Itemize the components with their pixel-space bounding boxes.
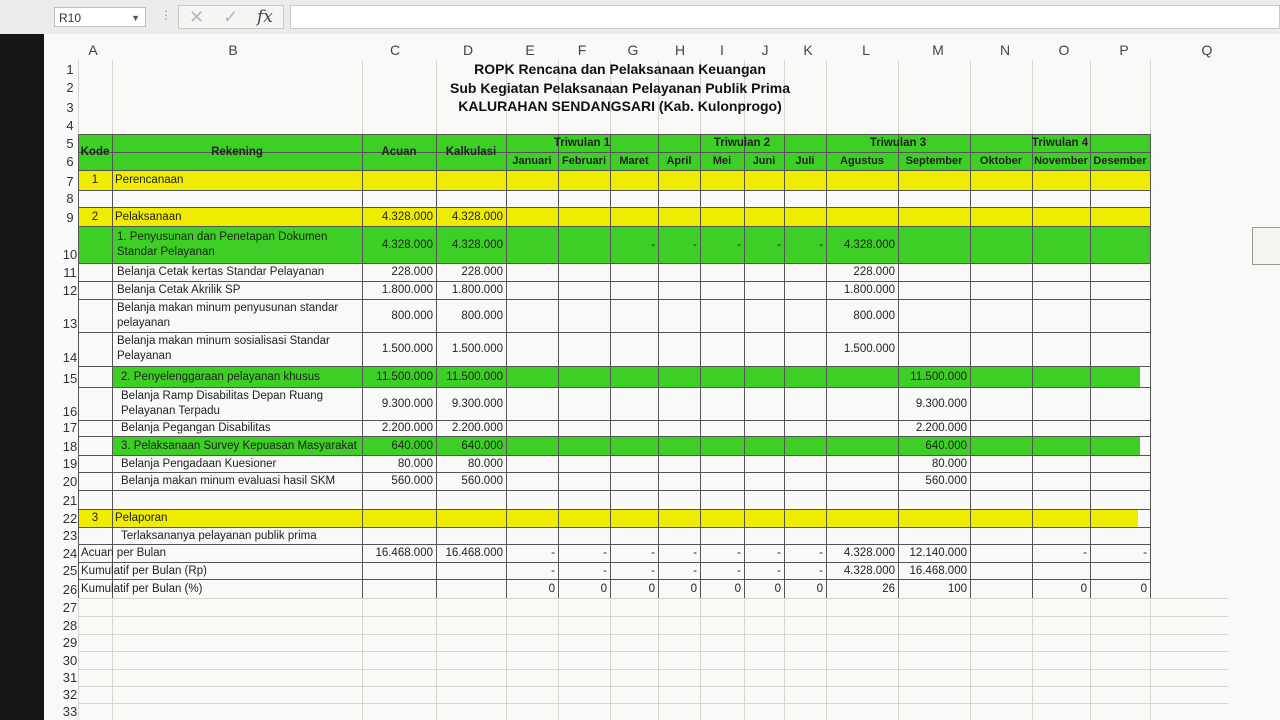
confirm-icon[interactable]: ✓ bbox=[223, 7, 239, 27]
header-kalkulasi[interactable]: Kalkulasi bbox=[445, 146, 497, 158]
row-header-17[interactable]: 17 bbox=[62, 420, 78, 435]
grid-vline bbox=[362, 60, 363, 134]
kalkulasi-cell[interactable]: 560.000 bbox=[461, 475, 503, 487]
column-header-g[interactable]: G bbox=[627, 42, 639, 58]
grid-hline bbox=[78, 598, 1228, 599]
month-value-cell[interactable]: 4.328.000 bbox=[843, 564, 895, 577]
month-value-cell[interactable]: - bbox=[651, 564, 655, 577]
column-header-e[interactable]: E bbox=[525, 42, 535, 58]
september-cell[interactable]: 11.500.000 bbox=[910, 370, 967, 383]
agustus-cell[interactable]: 228.000 bbox=[853, 266, 895, 278]
kalkulasi-cell[interactable]: 640.000 bbox=[461, 439, 503, 452]
kalkulasi-cell[interactable]: 80.000 bbox=[467, 457, 503, 470]
grid-vline bbox=[362, 134, 363, 598]
row-header-10[interactable]: 10 bbox=[62, 247, 78, 262]
grid-hline bbox=[78, 190, 1150, 191]
function-icon[interactable]: fx bbox=[257, 7, 273, 27]
grid-vline bbox=[1090, 134, 1091, 598]
row-header-12[interactable]: 12 bbox=[62, 283, 78, 298]
dash-cell[interactable]: - bbox=[777, 238, 781, 251]
kode-cell[interactable]: 1 bbox=[91, 174, 99, 186]
grid-hline bbox=[78, 616, 1228, 617]
header-month[interactable]: Maret bbox=[619, 155, 649, 167]
september-cell[interactable]: 560.000 bbox=[925, 475, 967, 487]
grid-vline bbox=[506, 134, 507, 598]
rekening-cell[interactable]: Belanja Pegangan Disabilitas bbox=[121, 422, 271, 434]
title-line2: Sub Kegiatan Pelaksanaan Pelayanan Publik Prima bbox=[449, 80, 791, 96]
row-header-28[interactable]: 28 bbox=[62, 618, 78, 633]
header-month[interactable]: Juli bbox=[795, 155, 815, 167]
row-header-5[interactable]: 5 bbox=[66, 136, 74, 151]
row-header-9[interactable]: 9 bbox=[66, 210, 74, 225]
cancel-icon[interactable]: ✕ bbox=[189, 7, 205, 27]
grid-vline bbox=[1032, 598, 1033, 720]
month-value-cell[interactable]: - bbox=[737, 547, 741, 559]
dash-cell[interactable]: - bbox=[693, 238, 697, 251]
row-header-29[interactable]: 29 bbox=[62, 635, 78, 650]
right-panel-handle[interactable] bbox=[1252, 227, 1280, 265]
column-header-p[interactable]: P bbox=[1119, 42, 1129, 58]
grid-vline bbox=[970, 598, 971, 720]
column-header-k[interactable]: K bbox=[803, 42, 813, 58]
month-value-cell[interactable]: - bbox=[819, 547, 823, 559]
column-header-f[interactable]: F bbox=[577, 42, 587, 58]
acuan-cell[interactable]: 2.200.000 bbox=[381, 422, 433, 434]
month-value-cell[interactable]: - bbox=[551, 547, 555, 559]
grid-vline bbox=[112, 598, 113, 720]
kalkulasi-cell[interactable]: 1.800.000 bbox=[451, 284, 503, 296]
title-line3: KALURAHAN SENDANGSARI (Kab. Kulonprogo) bbox=[458, 98, 782, 114]
month-value-cell[interactable]: 100 bbox=[947, 582, 967, 595]
kalkulasi-cell[interactable]: 4.328.000 bbox=[451, 210, 503, 223]
column-header-m[interactable]: M bbox=[932, 42, 944, 58]
rekening-cell[interactable]: Pelaksanaan bbox=[115, 210, 182, 223]
chevron-down-icon[interactable]: ▼ bbox=[131, 13, 140, 23]
acuan-cell[interactable]: 9.300.000 bbox=[381, 397, 433, 410]
header-month[interactable]: November bbox=[1034, 155, 1088, 167]
grid-vline bbox=[658, 134, 659, 598]
kalkulasi-cell[interactable]: 2.200.000 bbox=[451, 422, 503, 434]
rekening-cell[interactable]: Pelaporan bbox=[115, 512, 168, 524]
header-acuan[interactable]: Acuan bbox=[381, 146, 417, 158]
rekening-cell[interactable]: Terlaksananya pelayanan publik prima bbox=[121, 529, 317, 542]
month-value-cell[interactable]: 0 bbox=[774, 582, 781, 595]
acuan-cell[interactable]: 16.468.000 bbox=[375, 547, 433, 559]
column-header-l[interactable]: L bbox=[862, 42, 870, 58]
month-value-cell[interactable]: - bbox=[1143, 547, 1147, 559]
grid-vline bbox=[558, 598, 559, 720]
month-value-cell[interactable]: 0 bbox=[816, 582, 823, 595]
grid-vline bbox=[78, 60, 79, 134]
acuan-cell[interactable]: 80.000 bbox=[397, 457, 433, 470]
grid-vline bbox=[970, 134, 971, 598]
header-month[interactable]: September bbox=[905, 155, 963, 167]
column-header-i[interactable]: I bbox=[720, 42, 724, 58]
header-triwulan-1[interactable]: Triwulan 1 bbox=[553, 137, 611, 149]
column-header-q[interactable]: Q bbox=[1201, 42, 1213, 58]
month-value-cell[interactable]: - bbox=[603, 547, 607, 559]
month-value-cell[interactable]: - bbox=[651, 547, 655, 559]
grid-vline bbox=[112, 60, 113, 134]
kode-cell[interactable]: 3 bbox=[91, 512, 99, 524]
acuan-cell[interactable]: 800.000 bbox=[391, 309, 433, 322]
summary-label[interactable]: Kumulatif per Bulan (Rp) bbox=[81, 564, 207, 577]
grid-vline bbox=[826, 60, 827, 134]
rekening-cell[interactable]: Belanja Cetak kertas Standar Pelayanan bbox=[117, 266, 325, 278]
agustus-cell[interactable]: 4.328.000 bbox=[843, 238, 895, 251]
grid-vline bbox=[658, 598, 659, 720]
grid-vline bbox=[362, 598, 363, 720]
rekening-cell[interactable]: Belanja Pengadaan Kuesioner bbox=[121, 457, 277, 470]
acuan-cell[interactable]: 4.328.000 bbox=[381, 210, 433, 223]
month-value-cell[interactable]: 0 bbox=[734, 582, 741, 595]
row-header-1[interactable]: 1 bbox=[66, 62, 74, 77]
grid-vline bbox=[700, 134, 701, 598]
month-value-cell[interactable]: - bbox=[693, 547, 697, 559]
month-value-cell[interactable]: 0 bbox=[600, 582, 607, 595]
header-month[interactable]: Mei bbox=[712, 155, 732, 167]
acuan-cell[interactable]: 11.500.000 bbox=[376, 370, 433, 383]
row-header-8[interactable]: 8 bbox=[66, 191, 74, 206]
grid-vline bbox=[558, 134, 559, 598]
kalkulasi-cell[interactable]: 11.500.000 bbox=[446, 370, 503, 383]
grid-hline bbox=[78, 651, 1228, 652]
grid-hline bbox=[78, 634, 1228, 635]
september-cell[interactable]: 640.000 bbox=[925, 439, 967, 452]
month-value-cell[interactable]: 0 bbox=[648, 582, 655, 595]
rekening-cell[interactable]: Belanja makan minum evaluasi hasil SKM bbox=[121, 475, 336, 487]
dash-cell[interactable]: - bbox=[651, 238, 655, 251]
screen-bezel bbox=[0, 34, 44, 720]
agustus-cell[interactable]: 1.800.000 bbox=[843, 284, 895, 296]
acuan-cell[interactable]: 640.000 bbox=[391, 439, 433, 452]
month-value-cell[interactable]: - bbox=[737, 564, 741, 577]
header-month[interactable]: Januari bbox=[512, 155, 552, 167]
header-month[interactable]: Agustus bbox=[840, 155, 884, 167]
row-header-32[interactable]: 32 bbox=[62, 687, 78, 702]
header-month[interactable]: April bbox=[666, 155, 692, 167]
agustus-cell[interactable]: 800.000 bbox=[853, 309, 895, 322]
title-line1: ROPK Rencana dan Pelaksanaan Keuangan bbox=[474, 61, 766, 77]
rekening-cell[interactable]: 1. Penyusunan dan Penetapan Dokumen Standar Pelayanan bbox=[117, 230, 328, 258]
month-value-cell[interactable]: 0 bbox=[548, 582, 555, 595]
row-header-25[interactable]: 25 bbox=[62, 563, 78, 578]
grid-vline bbox=[78, 598, 79, 720]
grid-vline bbox=[78, 134, 79, 598]
kode-cell[interactable]: 2 bbox=[91, 210, 99, 223]
column-header-n[interactable]: N bbox=[999, 42, 1011, 58]
row-header-18[interactable]: 18 bbox=[62, 439, 78, 454]
row-header-22[interactable]: 22 bbox=[62, 511, 78, 526]
kalkulasi-cell[interactable]: 1.500.000 bbox=[451, 343, 503, 355]
row-header-14[interactable]: 14 bbox=[62, 350, 78, 365]
grid-vline bbox=[1032, 134, 1033, 598]
rekening-cell[interactable]: 3. Pelaksanaan Survey Kepuasan Masyarakat bbox=[121, 439, 357, 452]
row-header-13[interactable]: 13 bbox=[62, 316, 78, 331]
summary-label[interactable]: Acuan per Bulan bbox=[81, 547, 167, 559]
grid-vline bbox=[898, 598, 899, 720]
row-header-19[interactable]: 19 bbox=[62, 456, 78, 471]
row-header-2[interactable]: 2 bbox=[66, 80, 74, 95]
month-value-cell[interactable]: - bbox=[777, 564, 781, 577]
grid-vline bbox=[784, 134, 785, 598]
grid-vline bbox=[970, 60, 971, 134]
row-header-4[interactable]: 4 bbox=[66, 118, 74, 133]
kalkulasi-cell[interactable]: 16.468.000 bbox=[445, 547, 503, 559]
row-header-23[interactable]: 23 bbox=[62, 528, 78, 543]
acuan-cell[interactable]: 1.500.000 bbox=[381, 343, 433, 355]
dash-cell[interactable]: - bbox=[737, 238, 741, 251]
rekening-cell[interactable]: Perencanaan bbox=[115, 174, 184, 186]
month-value-cell[interactable]: 16.468.000 bbox=[909, 564, 967, 577]
grid-vline bbox=[744, 134, 745, 598]
column-header-b[interactable]: B bbox=[228, 42, 238, 58]
column-header-d[interactable]: D bbox=[462, 42, 474, 58]
grid-vline bbox=[784, 598, 785, 720]
row-header-16[interactable]: 16 bbox=[62, 404, 78, 419]
month-value-cell[interactable]: - bbox=[603, 564, 607, 577]
grid-hline bbox=[78, 703, 1228, 704]
header-month[interactable]: Februari bbox=[561, 155, 606, 167]
kalkulasi-cell[interactable]: 800.000 bbox=[461, 309, 503, 322]
grid-vline bbox=[436, 134, 437, 598]
acuan-cell[interactable]: 560.000 bbox=[391, 475, 433, 487]
agustus-cell[interactable]: 1.500.000 bbox=[843, 343, 895, 355]
grid-vline bbox=[1090, 598, 1091, 720]
rekening-cell[interactable]: Belanja makan minum sosialisasi Standar Pelayanan bbox=[117, 335, 330, 362]
header-month[interactable]: Oktober bbox=[979, 155, 1023, 167]
grid-vline bbox=[1150, 60, 1151, 134]
month-value-cell[interactable]: 12.140.000 bbox=[909, 547, 967, 559]
row-header-30[interactable]: 30 bbox=[62, 653, 78, 668]
grid-vline bbox=[112, 134, 113, 598]
september-cell[interactable]: 9.300.000 bbox=[915, 397, 967, 410]
row-header-27[interactable]: 27 bbox=[62, 600, 78, 615]
acuan-cell[interactable]: 1.800.000 bbox=[381, 284, 433, 296]
summary-label[interactable]: Kumulatif per Bulan (%) bbox=[81, 582, 203, 595]
header-triwulan-2[interactable]: Triwulan 2 bbox=[713, 137, 771, 149]
grid-vline bbox=[1090, 60, 1091, 134]
row-header-15[interactable]: 15 bbox=[62, 371, 78, 386]
grid-hline bbox=[78, 490, 1150, 491]
row-header-3[interactable]: 3 bbox=[66, 100, 74, 115]
formula-input[interactable] bbox=[290, 5, 1280, 29]
acuan-cell[interactable]: 4.328.000 bbox=[381, 238, 433, 251]
row-header-21[interactable]: 21 bbox=[62, 493, 78, 508]
separator-dots: ⋮ bbox=[160, 8, 172, 22]
row-header-31[interactable]: 31 bbox=[62, 670, 78, 685]
month-value-cell[interactable]: 0 bbox=[1140, 582, 1147, 595]
month-value-cell[interactable]: - bbox=[777, 547, 781, 559]
column-header-j[interactable]: J bbox=[761, 42, 769, 58]
grid-vline bbox=[898, 60, 899, 134]
grid-vline bbox=[826, 134, 827, 598]
grid-vline bbox=[744, 598, 745, 720]
kalkulasi-cell[interactable]: 9.300.000 bbox=[451, 397, 503, 410]
grid-vline bbox=[826, 598, 827, 720]
column-header-h[interactable]: H bbox=[674, 42, 686, 58]
grid-vline bbox=[1150, 598, 1151, 720]
name-box-value: R10 bbox=[59, 11, 82, 25]
grid-vline bbox=[1032, 60, 1033, 134]
rekening-cell[interactable]: 2. Penyelenggaraan pelayanan khusus bbox=[121, 370, 320, 383]
column-header-a[interactable]: A bbox=[88, 42, 98, 58]
acuan-cell[interactable]: 228.000 bbox=[391, 266, 433, 278]
month-value-cell[interactable]: - bbox=[1083, 547, 1087, 559]
row-header-11[interactable]: 11 bbox=[63, 265, 77, 280]
month-value-cell[interactable]: - bbox=[693, 564, 697, 577]
header-month[interactable]: Juni bbox=[752, 155, 776, 167]
row-header-20[interactable]: 20 bbox=[62, 474, 78, 489]
grid-vline bbox=[610, 598, 611, 720]
dash-cell[interactable]: - bbox=[819, 238, 823, 251]
grid-hline bbox=[78, 686, 1228, 687]
row-header-33[interactable]: 33 bbox=[62, 704, 78, 719]
month-value-cell[interactable]: 0 bbox=[690, 582, 697, 595]
formula-buttons bbox=[178, 5, 284, 29]
rekening-cell[interactable]: Belanja makan minum penyusunan standar pelayanan bbox=[117, 301, 339, 329]
header-kode[interactable]: Kode bbox=[80, 146, 110, 158]
row-header-6[interactable]: 6 bbox=[66, 154, 74, 169]
grid-hline bbox=[78, 669, 1228, 670]
header-triwulan-4[interactable]: Triwulan 4 bbox=[1031, 137, 1089, 149]
header-triwulan-3[interactable]: Triwulan 3 bbox=[869, 137, 927, 149]
september-cell[interactable]: 80.000 bbox=[931, 457, 967, 470]
column-header-c[interactable]: C bbox=[389, 42, 401, 58]
grid-vline bbox=[700, 598, 701, 720]
kalkulasi-cell[interactable]: 228.000 bbox=[461, 266, 503, 278]
formula-toolbar bbox=[0, 0, 1280, 35]
grid-vline bbox=[898, 134, 899, 598]
column-header-o[interactable]: O bbox=[1058, 42, 1070, 58]
row-header-26[interactable]: 26 bbox=[62, 582, 78, 597]
month-value-cell[interactable]: 0 bbox=[1080, 582, 1087, 595]
row-header-24[interactable]: 24 bbox=[62, 546, 78, 561]
month-value-cell[interactable]: 26 bbox=[882, 582, 895, 595]
grid-vline bbox=[436, 598, 437, 720]
grid-vline bbox=[506, 598, 507, 720]
row-header-7[interactable]: 7 bbox=[66, 174, 74, 189]
september-cell[interactable]: 2.200.000 bbox=[915, 422, 967, 434]
kalkulasi-cell[interactable]: 4.328.000 bbox=[451, 238, 503, 251]
rekening-cell[interactable]: Belanja Ramp Disabilitas Depan Ruang Pelayanan Terpadu bbox=[121, 389, 324, 417]
header-month[interactable]: Desember bbox=[1093, 155, 1147, 167]
grid-vline bbox=[610, 134, 611, 598]
grid-vline bbox=[1150, 134, 1151, 598]
header-rekening[interactable]: Rekening bbox=[211, 146, 263, 158]
month-value-cell[interactable]: 4.328.000 bbox=[843, 547, 895, 559]
month-value-cell[interactable]: - bbox=[551, 564, 555, 577]
month-value-cell[interactable]: - bbox=[819, 564, 823, 577]
name-box[interactable] bbox=[54, 7, 146, 27]
rekening-cell[interactable]: Belanja Cetak Akrilik SP bbox=[117, 284, 241, 296]
